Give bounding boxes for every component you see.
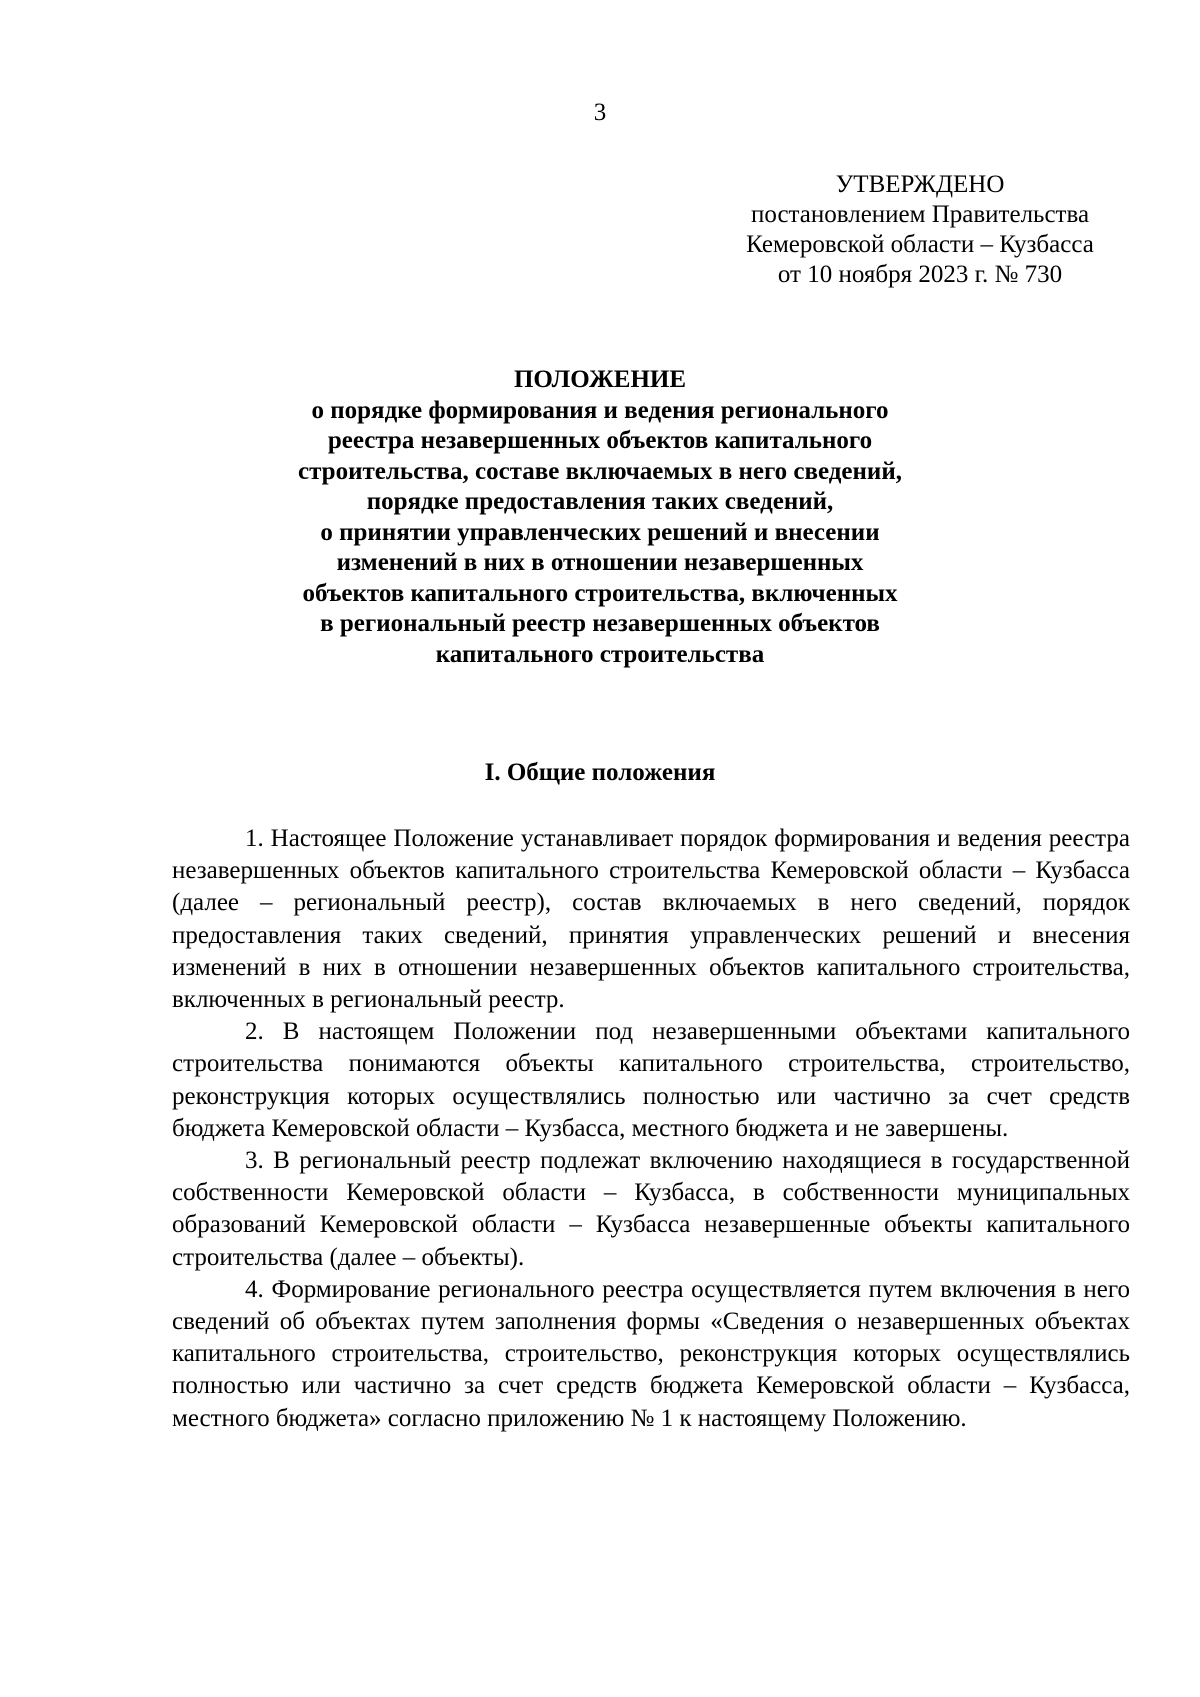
section-heading: I. Общие положения xyxy=(484,759,716,786)
document-body xyxy=(172,823,1130,1435)
approval-line-region: Кемеровской области – Кузбасса xyxy=(746,231,1094,258)
approval-line-approved: УТВЕРЖДЕНО xyxy=(835,171,1005,198)
paragraph-3: 3. В региональный реестр подлежат включению находящиеся в государственной собственности Кемеровской области – Кузбасса, в собственности муниципальных образований Кемеровской области – Кузбасса незавершенные объекты капитального строительства (далее – объекты). xyxy=(172,1147,1130,1271)
approval-stamp xyxy=(700,170,1140,290)
title-line: в региональный реестр незавершенных объектов xyxy=(320,610,880,637)
title-line: порядке предоставления таких сведений, xyxy=(366,488,834,515)
paragraph-2: 2. В настоящем Положении под незавершенными объектами капитального строительства понимаются объекты капитального строительства, строительство, реконструкция которых осуществлялись полностью или частично за счет средств бюджета Кемеровской области – Кузбасса, местного бюджета и не завершены. xyxy=(172,1018,1130,1142)
title-line: объектов капитального строительства, включенных xyxy=(302,579,898,607)
document-title xyxy=(0,365,1200,670)
title-line: о принятии управленческих решений и внесении xyxy=(320,518,880,546)
approval-line-resolution: постановлением Правительства xyxy=(750,201,1090,228)
title-line: о порядке формирования и ведения регионального xyxy=(311,396,889,424)
page-number: 3 xyxy=(593,99,607,126)
title-line: изменений в них в отношении незавершенных xyxy=(336,549,864,576)
title-line: реестра незавершенных объектов капитального xyxy=(327,427,873,454)
paragraph-1: 1. Настоящее Положение устанавливает порядок формирования и ведения реестра незавершенных объектов капитального строительства Кемеровской области – Кузбасса (далее – региональный реестр), состав включаемых в него сведений, порядок предоставления таких сведений, принятия управленческих решений и внесения изменений в них в отношении незавершенных объектов капитального строительства, включенных в региональный реестр. xyxy=(172,825,1130,1014)
title-line: капитального строительства xyxy=(435,640,765,668)
approval-line-date-number: от 10 ноября 2023 г. № 730 xyxy=(777,261,1063,288)
paragraph-4: 4. Формирование регионального реестра осуществляется путем включения в него сведений об объектах путем заполнения формы «Сведения о незавершенных объектах капитального строительства, строительство, реконструкция которых осуществлялись полностью или частично за счет средств бюджета Кемеровской области – Кузбасса, местного бюджета» согласно приложению № 1 к настоящему Положению. xyxy=(172,1275,1130,1432)
title-line: строительства, составе включаемых в него сведений, xyxy=(298,457,902,485)
title-heading: ПОЛОЖЕНИЕ xyxy=(513,366,687,393)
